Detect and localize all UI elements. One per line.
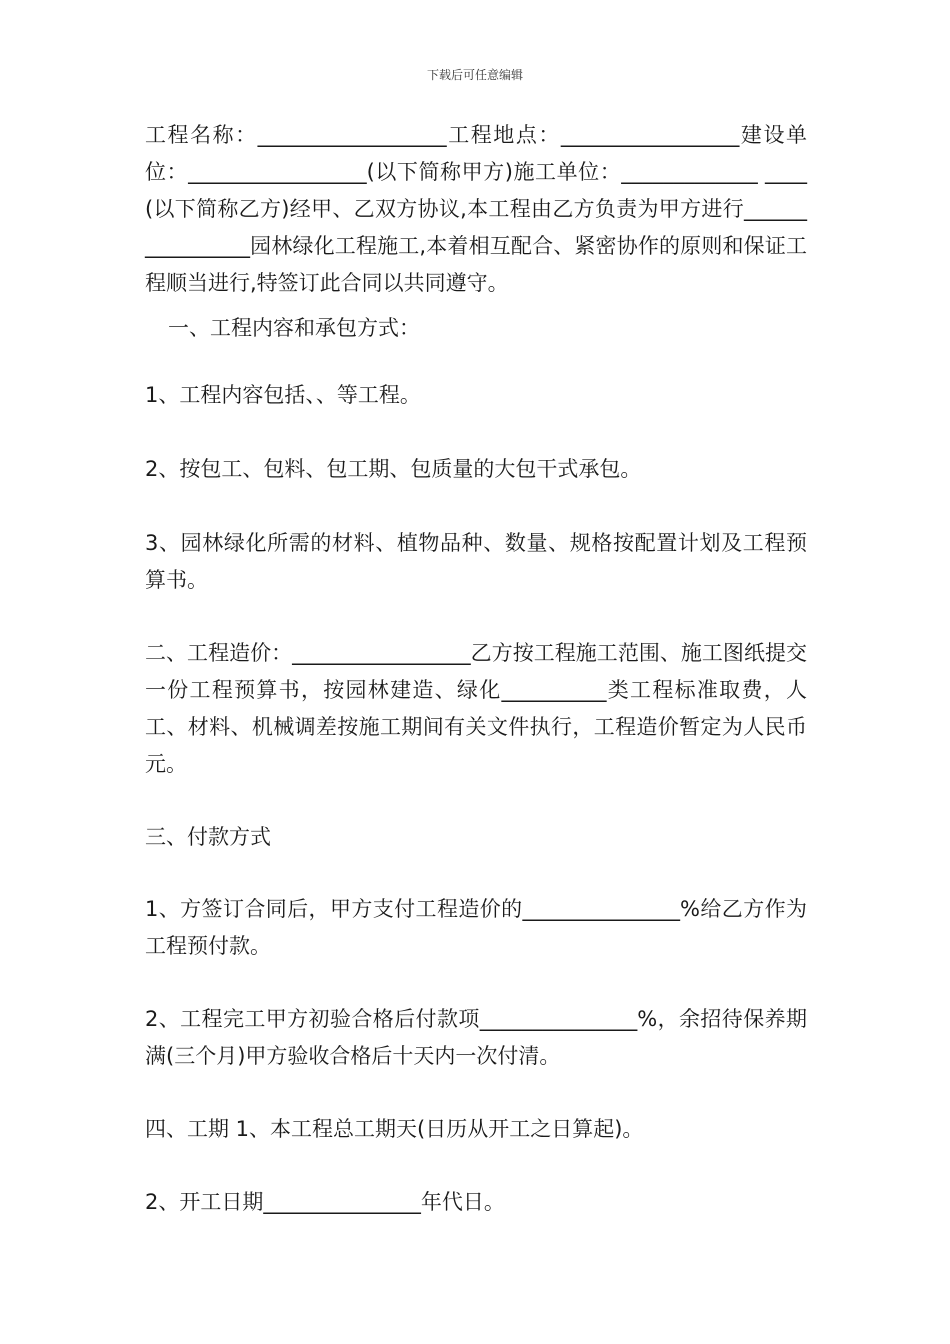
section-1-item-3: 3、园林绿化所需的材料、植物品种、数量、规格按配置计划及工程预算书。: [145, 531, 807, 592]
section-2-paragraph: 二、工程造价：_________________乙方按工程施工范围、施工图纸提交一份工程预算书，按园林建造、绿化__________类工程标准取费，人工、材料、机械调差按施工期间有关文件执行，工程造价暂定为人民币元。: [145, 641, 807, 776]
section-3-item-1: 1、方签订合同后，甲方支付工程造价的_______________%给乙方作为工程预付款。: [145, 897, 807, 958]
section-1-title: 一、工程内容和承包方式：: [168, 316, 420, 340]
section-4-paragraph: 四、工期 1、本工程总工期天(日历从开工之日算起)。: [145, 1117, 644, 1141]
section-1-item-1: 1、工程内容包括、、等工程。: [145, 383, 421, 407]
section-4-item-2: 2、开工日期_______________年代日。: [145, 1190, 505, 1214]
section-1-item-2: 2、按包工、包料、包工期、包质量的大包干式承包。: [145, 457, 642, 481]
header-note: 下载后可任意编辑: [426, 68, 523, 82]
contract-intro-paragraph: 工程名称：__________________工程地点：_________________建设单位：_________________(以下简称甲方)施工单位：_____________ ____(以下简称乙方)经甲、乙双方协议,本工程由乙方负责为甲方进行________________园林绿化工程施工,本着相互配合、紧密协作的原则和保证工程顺当进行,特签订此合同以共同遵守。: [145, 123, 807, 295]
section-3-item-2: 2、工程完工甲方初验合格后付款项_______________%，余招待保养期满(三个月)甲方验收合格后十天内一次付清。: [145, 1007, 807, 1068]
section-3-title: 三、付款方式: [145, 825, 271, 849]
